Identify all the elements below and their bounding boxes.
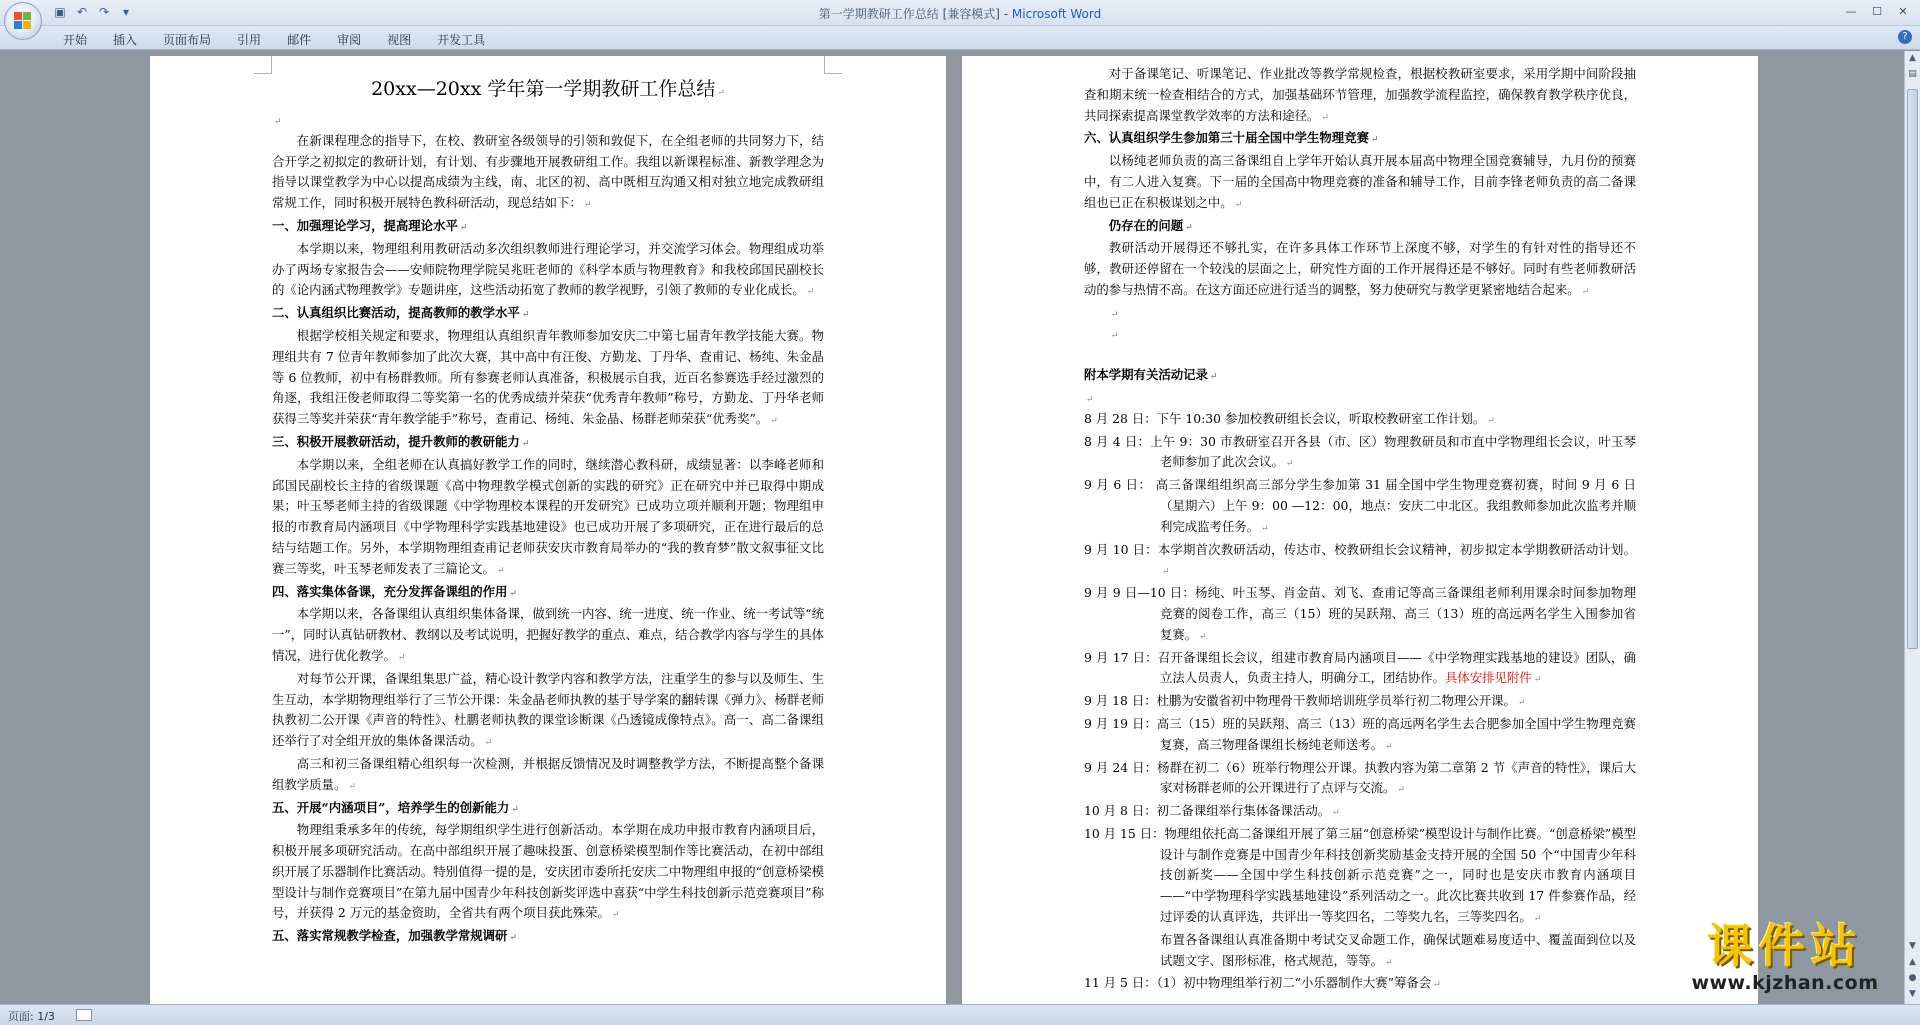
log-entry: 8 月 28 日：下午 10:30 参加校教研组长会议，听取校教研室工作计划。 ↵ <box>1084 409 1636 432</box>
office-button-icon[interactable] <box>4 2 42 40</box>
crop-mark <box>254 56 272 74</box>
tab-view[interactable]: 视图 <box>387 33 412 47</box>
tab-mailings[interactable]: 邮件 <box>287 33 312 47</box>
section-heading-problems: 仍存在的问题 ↵ <box>1084 216 1636 239</box>
log-entry: 9 月 24 日：杨群在初二（6）班举行物理公开课。执教内容为第二章第 2 节《声音的特性》，课后大家对杨群老师的公开课进行了点评与交流。 ↵ <box>1084 758 1636 802</box>
paragraph-intro: 在新课程理念的指导下，在校、教研室各级领导的引领和敦促下，在全组老师的共同努力下，结合开学之初拟定的教研计划，有计划、有步骤地开展教研组工作。我组以新课程标准、新教学理念为指导以课堂教学为中心以提高成绩为主线，南、北区的初、高中既相互沟通又相对独立地完成教研组常规工作，同时积极开展特色教科研活动，现总结如下： ↵ <box>272 131 824 216</box>
section-heading-3: 三、积极开展教研活动，提升教师的教研能力 ↵ <box>272 432 824 455</box>
ribbon-tab-bar <box>0 26 1920 50</box>
page-2[interactable] <box>962 56 1758 1004</box>
redo-icon[interactable]: ↷ <box>98 5 110 19</box>
browse-prev-icon[interactable]: ▲ <box>1909 957 1916 967</box>
paragraph-4a: 本学期以来，各备课组认真组织集体备课，做到统一内容、统一进度、统一作业、统一考试等“统一”，同时认真钻研教材、教纲以及考试说明，把握好教学的重点、难点，结合教学内容与学生的具体情况，进行优化教学。 ↵ <box>272 604 824 668</box>
paragraph-6: 以杨纯老师负责的高三备课组自上学年开始认真开展本届高中物理全国竞赛辅导，九月份的预赛中，有二人进入复赛。下一届的全国高中物理竞赛的准备和辅导工作，目前李锋老师负责的高二备课组也已正在积极谋划之中。 ↵ <box>1084 151 1636 215</box>
status-bar <box>0 1004 1920 1025</box>
title-bar <box>0 0 1920 26</box>
close-icon[interactable]: ✕ <box>1898 5 1908 18</box>
log-entry: 8 月 4 日：上午 9：30 市教研室召开各县（市、区）物理教研员和市直中学物理组长会议，叶玉琴老师参加了此次会议。 ↵ <box>1084 432 1636 476</box>
appendix-heading: 附本学期有关活动记录 ↵ <box>1084 365 1636 388</box>
minimize-icon[interactable]: — <box>1845 5 1857 18</box>
section-heading-5b: 五、落实常规教学检查，加强教学常规调研 ↵ <box>272 926 824 949</box>
paragraph-5: 物理组秉承多年的传统，每学期组织学生进行创新活动。本学期在成功申报市教育内涵项目后，积极开展多项研究活动。在高中部组织开展了趣味投蛋、创意桥梁模型制作等比赛活动，在初中部组织开展了乐器制作比赛活动。特别值得一提的是，安庆团市委所托安庆二中物理组申报的“创意桥梁模型设计与制作竞赛项目”在第九届中国青少年科技创新奖评选中喜获“中学生科技创新示范竞赛项目”称号，并获得 2 万元的基金资助，全省共有两个项目获此殊荣。 ↵ <box>272 820 824 926</box>
paragraph-routine-check: 对于备课笔记、听课笔记、作业批改等教学常规检查，根据校教研室要求，采用学期中间阶段抽查和期末统一检查相结合的方式，加强基础环节管理，加强教学流程监控，确保教育教学秩序优良，共同探索提高课堂教学效率的方法和途径。 ↵ <box>1084 64 1636 128</box>
page-2-content <box>1084 64 1636 996</box>
customize-icon[interactable]: ▾ <box>122 5 130 19</box>
log-entry: 9 月 9 日—10 日：杨纯、叶玉琴、肖金苗、刘飞、查甫记等高三备课组老师利用课余时间参加物理竞赛的阅卷工作，高三（15）班的吴跃翔、高三（13）班的高远两名学生入围参加省复赛。 ↵ <box>1084 583 1636 647</box>
paragraph-4b: 对每节公开课，备课组集思广益，精心设计教学内容和教学方法，注重学生的参与以及师生、生生互动，本学期物理组举行了三节公开课：朱金晶老师执教的基于导学案的翻转课《弹力》、杨群老师执教初二公开课《声音的特性》、杜鹏老师执教的课堂诊断课《凸透镜成像特点》。高一、高二备课组还举行了对全组开放的集体备课活动。 ↵ <box>272 669 824 754</box>
page-1[interactable] <box>150 56 946 1004</box>
scrollbar-thumb[interactable] <box>1907 89 1918 649</box>
tab-references[interactable]: 引用 <box>237 33 262 47</box>
log-entry: 10 月 15 日：物理组依托高二备课组开展了第三届“创意桥梁”模型设计与制作比赛。“创意桥梁”模型设计与制作竞赛是中国青少年科技创新奖励基金支持开展的全国 50 个“中国青少年科技创新奖——全国中学生科技创新示范竞赛”之一，同时也是安庆市教育内涵项目——“中学物理科学实践基地建设”系列活动之一。此次比赛共收到 17 件参赛作品，经过评委的认真评选，共评出一等奖四名，二等奖九名，三等奖四名。 ↵ <box>1084 824 1636 930</box>
watermark-text: 课件站 <box>1707 919 1863 973</box>
attachment-note: 具体安排见附件 <box>1444 670 1532 686</box>
ruler-toggle-icon[interactable]: ▤ <box>1908 69 1917 79</box>
vertical-scrollbar[interactable] <box>1904 51 1920 1004</box>
paragraph-problems: 教研活动开展得还不够扎实，在许多具体工作环节上深度不够，对学生的有针对性的指导还不够，教研还停留在一个较浅的层面之上，研究性方面的工作开展得还是不够好。同时有些老师教研活动的参与热情不高。在这方面还应进行适当的调整，努力使研究与教学更紧密地结合起来。 ↵ <box>1084 238 1636 302</box>
tab-page-layout[interactable]: 页面布局 <box>163 33 212 47</box>
log-entry: 9 月 18 日：杜鹏为安徽省初中物理骨干教师培训班学员举行初二物理公开课。 ↵ <box>1084 691 1636 714</box>
section-heading-4: 四、落实集体备课，充分发挥备课组的作用 ↵ <box>272 582 824 605</box>
tab-home[interactable]: 开始 <box>63 33 88 47</box>
document-heading: 20xx—20xx 学年第一学期教研工作总结 ↵ <box>272 72 824 110</box>
log-entry-text: 9 月 17 日：召开备课组长会议，组建市教育局内涵项目——《中学物理实践基地的建设》团队，确立法人员责人，负责主持人，明确分工，团结协作。 <box>1084 649 1636 686</box>
paragraph-4c: 高三和初三备课组精心组织每一次检测，并根据反馈情况及时调整教学方法，不断提高整个备课组教学质量。 ↵ <box>272 754 824 798</box>
empty-paragraph <box>1084 303 1636 324</box>
maximize-icon[interactable]: ☐ <box>1872 5 1882 18</box>
section-heading-2: 二、认真组织比赛活动，提高教师的教学水平 ↵ <box>272 303 824 326</box>
paragraph-2: 根据学校相关规定和要求，物理组认真组织青年教师参加安庆二中第七届青年教学技能大赛。物理组共有 7 位青年教师参加了此次大赛，其中高中有汪俊、方勤龙、丁丹华、查甫记、杨纯、朱金晶等 6 位教师，初中有杨群教师。所有参赛老师认真准备，积极展示自我，近百名参赛选手经过激烈的角逐，我组汪俊老师取得二等奖第一名的优秀成绩并荣获“优秀青年教师”称号，方勤龙、丁丹华老师获得三等奖并荣获“青年教学能手”称号，查甫记、杨纯、朱金晶、杨群老师荣获“优秀奖”。 ↵ <box>272 326 824 432</box>
crop-mark <box>824 56 842 74</box>
log-entry: 9 月 19 日：高三（15）班的吴跃翔、高三（13）班的高远两名学生去合肥参加全国中学生物理竞赛复赛，高三物理备课组长杨纯老师送考。 ↵ <box>1084 714 1636 758</box>
log-entry: 9 月 10 日：本学期首次教研活动，传达市、校教研组长会议精神，初步拟定本学期教研活动计划。 ↵ <box>1084 540 1636 584</box>
page-indicator[interactable]: 页面: 1/3 <box>8 1010 55 1023</box>
undo-icon[interactable]: ↶ <box>76 5 88 19</box>
watermark-logo <box>1668 920 1902 1004</box>
paragraph-1: 本学期以来，物理组利用教研活动多次组织教师进行理论学习，并交流学习体会。物理组成功举办了两场专家报告会——安师院物理学院吴兆旺老师的《科学本质与物理教育》和我校邱国民副校长的《论内涵式物理教学》专题讲座，这些活动拓宽了教师的教学视野，引领了教师的专业化成长。 ↵ <box>272 239 824 303</box>
window-controls <box>1840 3 1914 21</box>
paragraph-3: 本学期以来，全组老师在认真搞好教学工作的同时，继续潜心教科研，成绩显著：以李峰老师和邱国民副校长主持的省级课题《高中物理教学模式创新的实践的研究》正在研究中并已取得中期成果；叶玉琴老师主持的省级课题《中学物理校本课程的开发研究》已成功立项并顺利开题；物理组申报的市教育局内涵项目《中学物理科学实践基地建设》也已成功开展了多项研究，正在进行最后的总结与结题工作。另外，本学期物理组查甫记老师获安庆市教育局举办的“我的教育梦”散文叙事征文比赛三等奖，叶玉琴老师发表了三篇论文。 ↵ <box>272 455 824 582</box>
document-title: 第一学期教研工作总结 [兼容模式] - <box>818 7 1012 21</box>
log-entry-continued: 布置各备课组认真准备期中考试交叉命题工作，确保试题难易度适中、覆盖面到位以及试题文字、图形标准，格式规范，等等。 ↵ <box>1084 930 1636 974</box>
tab-review[interactable]: 审阅 <box>337 33 362 47</box>
log-entry: 10 月 8 日：初二备课组举行集体备课活动。 ↵ <box>1084 801 1636 824</box>
empty-paragraph <box>1084 324 1636 345</box>
section-heading-1: 一、加强理论学习，提高理论水平 ↵ <box>272 216 824 239</box>
browse-object-icon[interactable]: ● <box>1908 973 1917 983</box>
window-title <box>0 5 1920 22</box>
empty-paragraph <box>272 110 824 131</box>
page-1-content <box>272 70 824 949</box>
app-name: Microsoft Word <box>1011 7 1102 21</box>
section-heading-6: 六、认真组织学生参加第三十届全国中学生物理竞赛 ↵ <box>1084 128 1636 151</box>
log-entry: 11 月 5 日：（1）初中物理组举行初二“小乐器制作大赛”筹备会 ↵ <box>1084 973 1636 996</box>
empty-paragraph <box>1084 388 1636 409</box>
document-area[interactable] <box>0 51 1904 1004</box>
proofing-icon[interactable] <box>76 1009 92 1021</box>
log-entry: 9 月 6 日： 高三备课组组织高三部分学生参加第 31 届全国中学生物理竞赛初赛，时间 9 月 6 日（星期六）上午 9：00 —12：00，地点：安庆二中北区。我组教师参加此次监考并顺利完成监考任务。 ↵ <box>1084 475 1636 539</box>
log-entry <box>1084 648 1636 692</box>
help-icon[interactable]: ? <box>1898 30 1912 44</box>
tab-developer[interactable]: 开发工具 <box>437 33 486 47</box>
scroll-down-icon[interactable]: ▼ <box>1909 941 1916 951</box>
watermark-url: www.kjzhan.com <box>1691 972 1879 994</box>
section-heading-5: 五、开展“内涵项目”，培养学生的创新能力 ↵ <box>272 798 824 821</box>
scroll-up-icon[interactable]: ▲ <box>1909 53 1916 63</box>
tab-insert[interactable]: 插入 <box>113 33 138 47</box>
browse-next-icon[interactable]: ▼ <box>1909 989 1916 999</box>
spacer <box>1084 344 1636 365</box>
save-icon[interactable]: ▣ <box>54 5 66 19</box>
